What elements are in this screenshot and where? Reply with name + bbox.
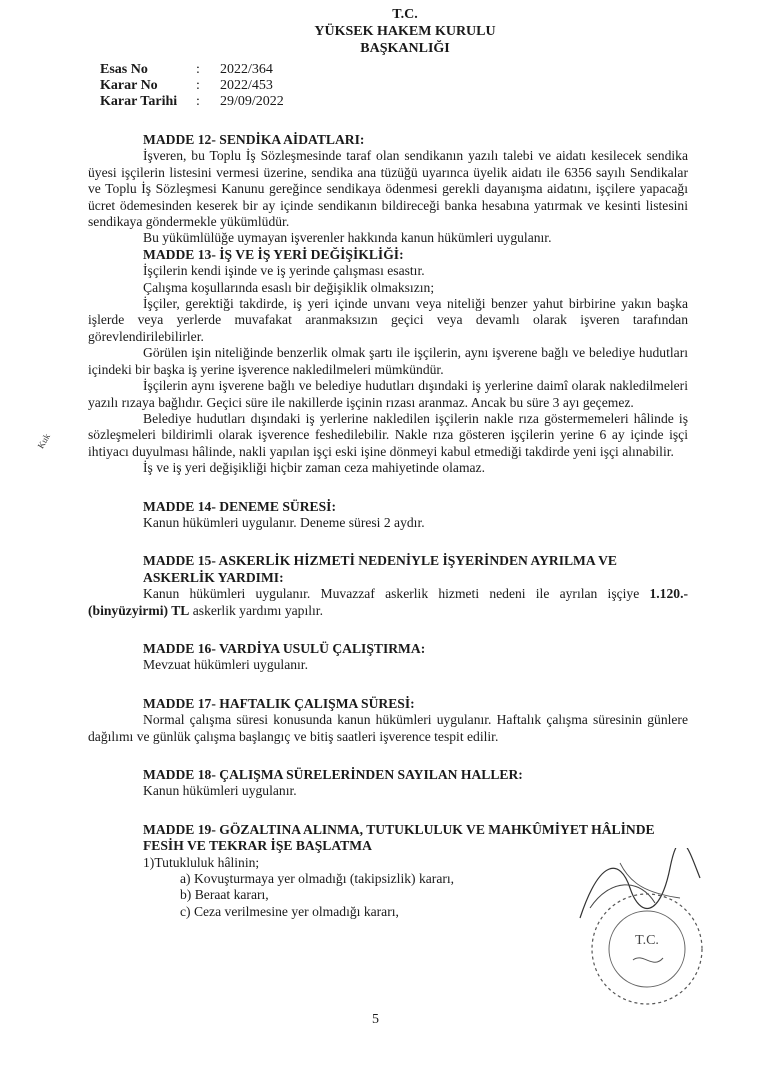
article-19-heading: MADDE 19- GÖZALTINA ALINMA, TUTUKLULUK VE MAHKÛMİYET HÂLİNDE FESİH VE TEKRAR İŞE BAŞLATMA (143, 821, 655, 854)
article-13-paragraph: İşçilerin kendi işinde ve iş yerinde çalışması esastır. (143, 263, 425, 279)
article-12-paragraph: İşveren, bu Toplu İş Sözleşmesinde taraf olan sendikanın yazılı talebi ve aidatı kesilecek sendika üyesi işçilerin listesini vermesi üzerine, sendika ana tüzüğü uyarınca üyelik aidatı ile 6356 sayılı Sendikalar ve Toplu İş Sözleşmesi Kanunu gereğince sendikaya ödenmesi gerekli dayanışma aidatını, işçilere yapacağı ücret ödemesinden keserek bir ay içinde sendikanın bildireceği banka hesabına yatırmak ve kesinti listesini sendikaya göndermekle yükümlüdür. (88, 148, 688, 230)
meta-key: Karar Tarihi (100, 94, 178, 109)
list-item: c) Ceza verilmesine yer olmadığı kararı, (180, 903, 399, 919)
page-number: 5 (372, 1012, 379, 1027)
meta-row-karar (100, 78, 284, 94)
article-16-paragraph: Mevzuat hükümleri uygulanır. (143, 657, 308, 673)
article-13-paragraph: Belediye hudutları dışındaki iş yerlerine nakledilen işçilerin nakle rıza göstermemeleri hâlinde iş sözleşmeleri bildirimli olarak işverence feshedilebilir. Nakle rıza gösteren işçilerin yerine 6 ay içinde işçi ihtiyacı duyulması hâlinde, nakli yapılan işçi eski işine dönmeyi kabul etmediği takdirde yeni işçi alınabilir. (88, 410, 688, 459)
seal-text: T.C. (635, 933, 659, 948)
meta-value: 29/09/2022 (220, 94, 284, 109)
document-header (300, 6, 510, 57)
case-meta (100, 62, 284, 110)
meta-sep: : (196, 62, 200, 77)
article-15-heading: MADDE 15- ASKERLİK HİZMETİ NEDENİYLE İŞYERİNDEN AYRILMA VE ASKERLİK YARDIMI: (143, 553, 617, 585)
meta-row-tarih (100, 94, 284, 110)
meta-sep: : (196, 94, 200, 109)
meta-key: Karar No (100, 78, 158, 93)
article-14-heading: MADDE 14- DENEME SÜRESİ: (143, 498, 336, 514)
meta-value: 2022/364 (220, 62, 273, 77)
article-13-paragraph: İşçilerin aynı işverene bağlı ve belediye hudutları dışındaki iş yerlerine daimî olarak nakledilmeleri yazılı rızaya bağlıdır. Geçici süre ile nakillerde işçinin rızası aranmaz. Ancak bu süre 3 ayı geçemez. (88, 378, 688, 410)
article-13-paragraph: İş ve iş yeri değişikliği hiçbir zaman ceza mahiyetinde olamaz. (143, 460, 485, 476)
article-13-paragraph: Görülen işin niteliğinde benzerlik olmak şartı ile işçilerin, aynı işverene bağlı ve belediye hudutları içindeki bir başka iş yerine işverence nakledilmeleri mümkündür. (88, 345, 688, 377)
article-18-paragraph: Kanun hükümleri uygulanır. (143, 783, 297, 799)
meta-value: 2022/453 (220, 78, 273, 93)
meta-key: Esas No (100, 62, 148, 77)
meta-row-esas (100, 62, 284, 78)
meta-sep: : (196, 78, 200, 93)
article-16-heading: MADDE 16- VARDİYA USULÜ ÇALIŞTIRMA: (143, 640, 426, 656)
article-15-text-a: Kanun hükümleri uygulanır. Muvazzaf askerlik hizmeti nedeni ile ayrılan işçiye (143, 586, 650, 602)
header-line-3: BAŞKANLIĞI (360, 41, 450, 56)
header-line-2: YÜKSEK HAKEM KURULU (314, 24, 496, 39)
list-item: a) Kovuşturmaya yer olmadığı (takipsizlik) kararı, (180, 871, 455, 887)
official-seal (588, 890, 706, 1008)
article-13-heading: MADDE 13- İŞ VE İŞ YERİ DEĞİŞİKLİĞİ: (143, 246, 404, 262)
margin-initial: Kuk (35, 431, 52, 451)
article-15-text-b: askerlik yardımı yapılır. (189, 602, 323, 618)
article-12-paragraph: Bu yükümlülüğe uymayan işverenler hakkında kanun hükümleri uygulanır. (143, 230, 552, 246)
article-14-paragraph: Kanun hükümleri uygulanır. Deneme süresi 2 aydır. (143, 514, 425, 530)
list-item: b) Beraat kararı, (180, 887, 269, 903)
header-line-1: T.C. (392, 7, 418, 22)
article-13-paragraph: Çalışma koşullarında esaslı bir değişiklik olmaksızın; (143, 279, 435, 295)
article-18-heading: MADDE 18- ÇALIŞMA SÜRELERİNDEN SAYILAN HALLER: (143, 767, 523, 782)
article-17-heading: MADDE 17- HAFTALIK ÇALIŞMA SÜRESİ: (143, 695, 415, 711)
article-19-paragraph: 1)Tutukluluk hâlinin; (143, 854, 260, 870)
article-13-paragraph: İşçiler, gerektiği takdirde, iş yeri içinde unvanı veya niteliği benzer yahut birbirine yakın başka işlerde veya yerlerde muvafakat aranmaksızın geçici veya devamlı olarak işveren tarafından görevlendirilebilirler. (88, 296, 688, 344)
document-body (88, 132, 688, 920)
military-aid-amount: 1.120.-(binyüzyirmi) TL (88, 586, 688, 618)
article-17-paragraph: Normal çalışma süresi konusunda kanun hükümleri uygulanır. Haftalık çalışma süresinin günlere dağılımı ve günlük çalışma başlangıç ve bitiş saatleri işverence tespit edilir. (88, 712, 688, 744)
article-12-heading: MADDE 12- SENDİKA AİDATLARI: (143, 132, 365, 147)
article-15-paragraph (88, 586, 688, 619)
